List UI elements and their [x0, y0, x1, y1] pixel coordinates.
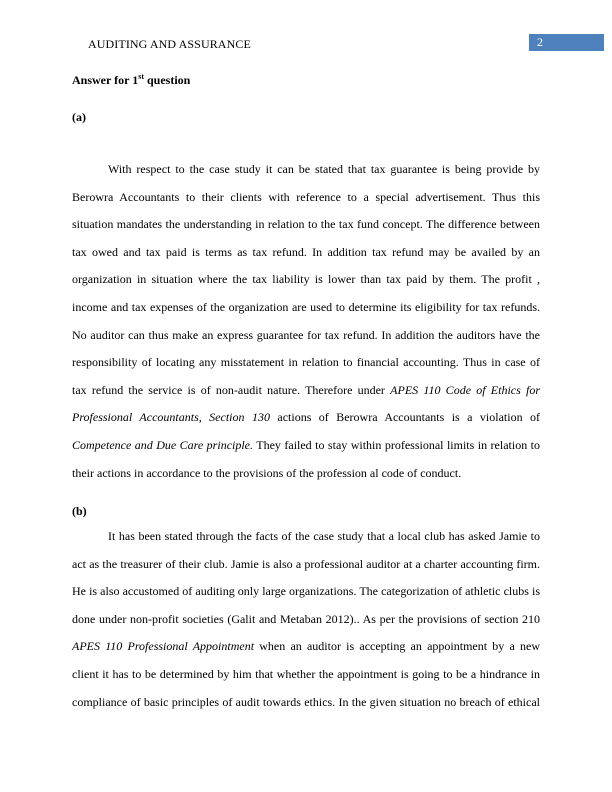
page-number-badge: 2 [529, 34, 604, 51]
paragraph-line: It has been stated through the facts of the case study that a local club has asked Jamie to [108, 529, 540, 543]
paragraph-line: Berowra Accountants to their clients with reference to a special advertisement. Thus this [72, 189, 540, 204]
paragraph-line: organization in situation where the tax liability is lower than tax paid by them. The profit , [72, 272, 540, 287]
paragraph-line: tax owed and tax paid is terms as tax refund. In addition tax refund may be availed by an [72, 244, 540, 259]
running-header-title: AUDITING AND ASSURANCE [88, 37, 251, 51]
section-b-paragraph [72, 523, 540, 716]
question-heading [72, 72, 190, 88]
paragraph-line: Competence and Due Care principle. They failed to stay within professional limits in relation to [72, 437, 540, 452]
heading-superscript: st [138, 72, 144, 81]
paragraph-line: With respect to the case study it can be stated that tax guarantee is being provide by [108, 162, 540, 176]
citation-italic: APES 110 Professional Appointment [72, 639, 255, 654]
paragraph-line: responsibility of locating any misstatement in relation to financial accounting. Thus in case of [72, 355, 540, 370]
paragraph-line: situation mandates the understanding in relation to the tax fund concept. The difference between [72, 217, 540, 232]
paragraph-line: He is also accustomed of auditing only large organizations. The categorization of athletic clubs is [72, 584, 540, 599]
paragraph-line: done under non-profit societies (Galit and Metaban 2012).. As per the provisions of section 210 [72, 611, 540, 626]
paragraph-line: act as the treasurer of their club. Jamie is also a professional auditor at a charter accounting firm. [72, 556, 540, 571]
heading-text: Answer for 1 [72, 73, 139, 87]
paragraph-line: client it has to be determined by him that whether the appointment is going to be a hindrance in [72, 666, 540, 681]
heading-suffix: question [144, 73, 191, 87]
paragraph-line: compliance of basic principles of audit towards ethics. In the given situation no breach of ethical [72, 694, 540, 709]
paragraph-line: income and tax expenses of the organization are used to determine its eligibility for tax refunds. [72, 299, 540, 314]
section-b-label: (b) [72, 504, 87, 518]
principle-italic: Competence and Due Care principle. [72, 437, 254, 452]
paragraph-line: their actions in accordance to the provisions of the profession al code of conduct. [72, 465, 462, 480]
paragraph-line: Professional Accountants, Section 130 actions of Berowra Accountants is a violation of [72, 410, 541, 425]
paragraph-line: APES 110 Professional Appointment when an auditor is accepting an appointment by a new [72, 639, 540, 654]
section-a-label: (a) [72, 110, 86, 124]
paragraph-line: tax refund the service is of non-audit nature. Therefore under APES 110 Code of Ethics for [72, 382, 540, 397]
citation-italic: APES 110 Code of Ethics for [390, 382, 540, 397]
citation-italic: Professional Accountants, Section 130 [72, 410, 270, 425]
paragraph-line: No auditor can thus make an express guarantee for tax refund. In addition the auditors have the [72, 327, 540, 342]
section-a-paragraph [72, 156, 540, 487]
